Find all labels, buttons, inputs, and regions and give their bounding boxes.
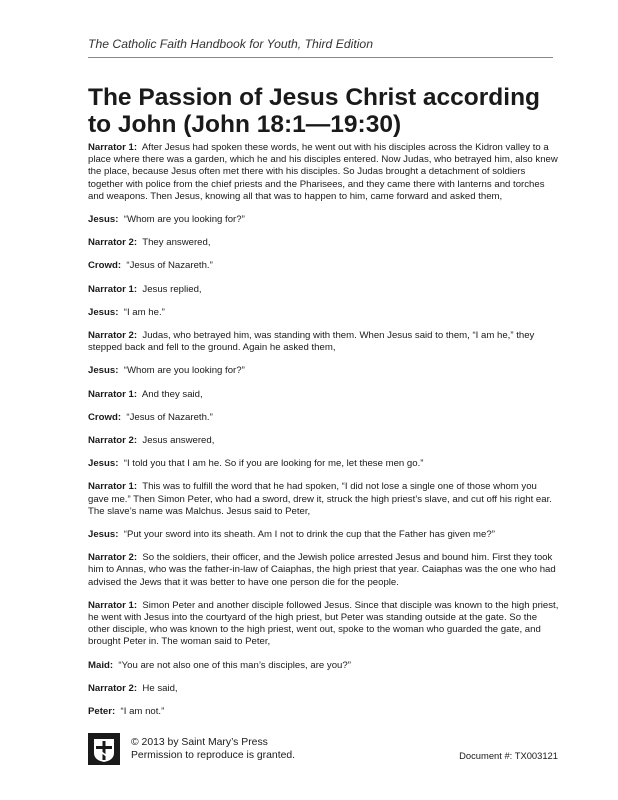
speaker-label: Jesus:: [88, 529, 119, 541]
line-text: “Jesus of Nazareth.”: [126, 260, 213, 272]
permission-text: Permission to reproduce is granted.: [131, 750, 296, 762]
line-text: “I told you that I am he. So if you are looking for me, let these men go.”: [123, 458, 424, 470]
script-line: [88, 600, 560, 649]
speaker-label: Crowd:: [88, 411, 122, 423]
script-line: [88, 660, 560, 672]
book-title: The Catholic Faith Handbook for Youth, Third Edition: [88, 37, 373, 51]
speaker-label: Narrator 1:: [88, 142, 138, 153]
speaker-label: Narrator 1:: [88, 388, 138, 400]
speaker-label: Narrator 2:: [88, 330, 138, 342]
speaker-label: Jesus:: [88, 306, 119, 318]
line-text: “You are not also one of this man’s disciples, are you?”: [118, 659, 351, 671]
script-line: [88, 412, 560, 424]
script-line: [88, 237, 560, 249]
script-line: [88, 365, 560, 377]
script-line: [88, 529, 560, 541]
line-text: “Jesus of Nazareth.”: [126, 411, 213, 423]
document-number: Document #: TX003121: [459, 750, 558, 761]
script-line: [88, 330, 560, 354]
speaker-label: Narrator 2:: [88, 682, 138, 694]
script-line: [88, 706, 560, 718]
line-text: He said,: [142, 682, 178, 694]
script-line: [88, 458, 560, 470]
speaker-label: Crowd:: [88, 260, 122, 272]
speaker-label: Jesus:: [88, 214, 119, 226]
script-line: [88, 307, 560, 319]
line-text: “Whom are you looking for?”: [123, 214, 245, 226]
line-text: “I am he.”: [123, 306, 165, 318]
speaker-label: Jesus:: [88, 458, 119, 470]
line-text: “Whom are you looking for?”: [123, 365, 245, 377]
script-line: [88, 260, 560, 272]
speaker-label: Narrator 1:: [88, 283, 138, 295]
script-line: [88, 435, 560, 447]
script-line: [88, 481, 560, 518]
script-line: [88, 214, 560, 226]
script-body: [88, 142, 560, 729]
script-line: [88, 552, 560, 589]
line-text: And they said,: [141, 388, 203, 400]
script-line: [88, 284, 560, 296]
script-line: [88, 683, 560, 695]
line-text: “I am not.”: [120, 706, 165, 718]
line-text: Jesus answered,: [142, 435, 215, 447]
line-text: They answered,: [142, 237, 211, 249]
saint-marys-press-logo-icon: [88, 733, 120, 765]
line-text: Simon Peter and another disciple followed Jesus. Since that disciple was known to the high priest, he went with Jesus into the courtyard of the high priest, but Peter was standing outside at the gate. So the other disciple, who was known to the high priest, went out, spoke to the woman who guarded the gate, and brought Peter in. The woman said to Peter,: [88, 599, 559, 648]
speaker-label: Narrator 2:: [88, 552, 138, 564]
script-line: [88, 142, 560, 203]
copyright-text: © 2013 by Saint Mary’s Press: [131, 737, 268, 748]
speaker-label: Peter:: [88, 706, 116, 718]
line-text: After Jesus had spoken these words, he went out with his disciples across the Kidron valley to a place where there was a garden, which he and his disciples entered. Now Judas, who betrayed him, also knew the place, because Jesus often met there with his disciples. So Judas brought a detachment of soldiers together with police from the chief priests and the Pharisees, and they came there with lanterns and torches and weapons. Then Jesus, knowing all that was to happen to him, came forward and asked them,: [88, 142, 558, 202]
line-text: Jesus replied,: [142, 283, 202, 295]
page-footer: [88, 733, 558, 767]
document-title: The Passion of Jesus Christ according to John (John 18:1—19:30): [88, 84, 541, 138]
speaker-label: Jesus:: [88, 365, 119, 377]
script-line: [88, 389, 560, 401]
speaker-label: Maid:: [88, 659, 114, 671]
line-text: So the soldiers, their officer, and the Jewish police arrested Jesus and bound him. First they took him to Annas, who was the father-in-law of Caiaphas, the high priest that year. Caiaphas was the one who had advised the Jews that it was better to have one person die for the people.: [88, 552, 556, 588]
speaker-label: Narrator 1:: [88, 481, 138, 493]
speaker-label: Narrator 2:: [88, 237, 138, 249]
line-text: This was to fulfill the word that he had spoken, “I did not lose a single one of those whom you gave me.” Then Simon Peter, who had a sword, drew it, struck the high priest’s slave, and cut off his right ear. The slave’s name was Malchus. Jesus said to Peter,: [88, 481, 552, 517]
speaker-label: Narrator 1:: [88, 599, 138, 611]
header-rule: [88, 57, 553, 58]
speaker-label: Narrator 2:: [88, 435, 138, 447]
line-text: Judas, who betrayed him, was standing with them. When Jesus said to them, “I am he,” they stepped back and fell to the ground. Again he asked them,: [88, 330, 535, 354]
line-text: “Put your sword into its sheath. Am I not to drink the cup that the Father has given me?”: [123, 529, 495, 541]
